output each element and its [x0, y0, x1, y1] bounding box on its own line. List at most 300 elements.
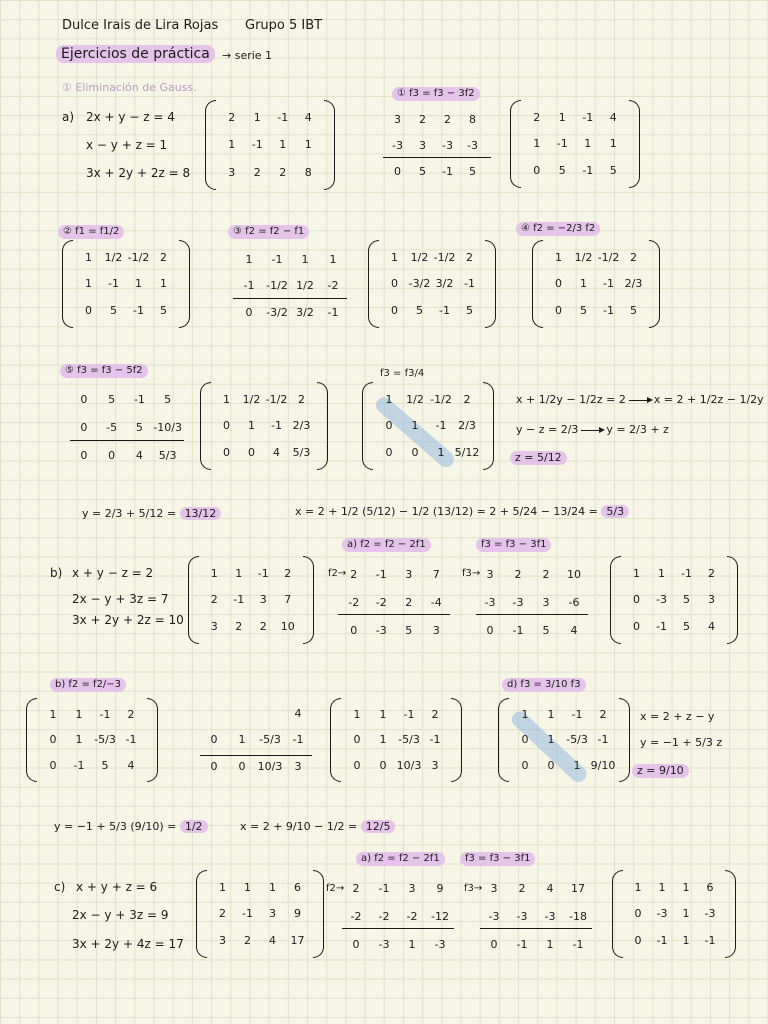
- matrix-cell: 2: [244, 934, 251, 948]
- matrix-cell: -1: [429, 733, 441, 747]
- matrix-cell: -3: [392, 138, 403, 152]
- bracket-right: [727, 556, 738, 644]
- matrix-cell: 0: [210, 760, 218, 774]
- matrix-cell: 0: [547, 758, 555, 772]
- matrix-cell: 10: [280, 620, 295, 634]
- matrix-cell: -5: [106, 420, 118, 434]
- matrix-cell: 1: [135, 277, 142, 291]
- matrix-cell: -1: [597, 733, 609, 747]
- part-a-label: a): [62, 110, 75, 124]
- matrix-cell: 1: [682, 934, 690, 948]
- matrix-cell: -3: [484, 595, 496, 609]
- matrix-cell: 6: [706, 880, 714, 894]
- matrix-b-initial: [188, 556, 314, 644]
- matrix-cell: -1: [603, 277, 614, 291]
- matrix-cell: 1: [584, 137, 592, 151]
- matrix-cell: -3: [544, 909, 556, 923]
- bracket-right: [483, 382, 494, 470]
- matrix-cell: -1/2: [127, 250, 150, 264]
- matrix-cell: -1: [571, 708, 583, 722]
- matrix-cell: 0: [555, 304, 562, 318]
- operation-label: b) f2 = f2/−3: [50, 678, 126, 692]
- matrix-a-step6: [362, 382, 494, 470]
- matrix-cell: -1: [464, 277, 475, 291]
- back-substitution: [516, 423, 669, 437]
- matrix-cell: 1/2: [242, 392, 261, 406]
- matrix-cell: 1: [437, 446, 445, 460]
- matrix-cell: 5: [110, 304, 117, 318]
- part-c-label: c): [54, 880, 66, 894]
- bracket-right: [649, 240, 660, 328]
- matrix-cell: -1/2: [597, 250, 620, 264]
- row-calculation: [70, 385, 182, 469]
- matrix-cell: -1: [242, 907, 253, 921]
- matrix-cell: -1: [233, 593, 245, 607]
- matrix-cell: 0: [80, 448, 88, 462]
- page-title: Ejercicios de práctica: [56, 45, 215, 63]
- matrix-cell: -12: [431, 909, 449, 923]
- matrix-cell: 1/2: [574, 250, 593, 264]
- matrix-cell: -2: [406, 909, 418, 923]
- matrix-cell: 1: [353, 708, 361, 722]
- bracket-left: [26, 698, 37, 782]
- matrix-cell: 0: [533, 164, 541, 178]
- matrix-cell: -1: [108, 277, 119, 291]
- bracket-left: [205, 100, 216, 190]
- matrix-cell: -3: [442, 138, 453, 152]
- calc-rule: [342, 928, 454, 929]
- matrix-cell: 3: [219, 934, 226, 948]
- matrix-cell: 10/3: [257, 760, 283, 774]
- matrix-cell: 4: [609, 110, 617, 124]
- matrix-cell: 5: [542, 623, 550, 637]
- calc-rule: [233, 298, 347, 299]
- matrix-cell: -1: [99, 708, 111, 722]
- equation: 2x − y + 3z = 9: [72, 908, 169, 922]
- equation: 2x − y + 3z = 7: [72, 592, 169, 606]
- matrix-cell: 10/3: [396, 758, 422, 772]
- row-calc-label: f3→: [462, 568, 481, 579]
- z-result: z = 9/10: [632, 764, 689, 778]
- matrix-cell: 1: [547, 733, 555, 747]
- matrix-cell: 5: [135, 420, 143, 434]
- equation: 3x + 2y + 4z = 17: [72, 937, 184, 951]
- row-calculation: [235, 246, 347, 326]
- matrix-cell: 2: [533, 110, 541, 124]
- student-name: Dulce Irais de Lira Rojas: [62, 18, 219, 33]
- matrix-cell: -3: [467, 138, 478, 152]
- matrix-cell: -3: [378, 937, 390, 951]
- matrix-cell: -1: [435, 419, 447, 433]
- matrix-cell: 0: [352, 937, 360, 951]
- matrix-a-step4: [532, 240, 660, 328]
- matrix-cell: 1: [219, 880, 226, 894]
- matrix-cell: 1: [573, 758, 581, 772]
- matrix-cell: -1: [125, 733, 137, 747]
- bracket-right: [317, 382, 328, 470]
- y-expression: y = −1 + 5/3 (9/10) =: [54, 820, 177, 833]
- matrix-cell: 3: [431, 758, 439, 772]
- x-expression: x = 2 + 1/2 (5/12) − 1/2 (13/12) = 2 + 5/24 − 13/24 =: [295, 505, 598, 518]
- calc-rule: [480, 928, 592, 929]
- matrix-cell: 1: [248, 419, 255, 433]
- matrix-cell: 7: [432, 567, 440, 581]
- matrix-cell: -3: [375, 623, 387, 637]
- matrix-cell: -2: [350, 909, 362, 923]
- matrix-cell: 1: [75, 733, 83, 747]
- operation-label: f3 = f3 − 3f1: [476, 538, 551, 552]
- bracket-left: [532, 240, 543, 328]
- matrix-cell: 3: [228, 165, 236, 179]
- y-result: [54, 820, 208, 834]
- calc-rule: [200, 755, 312, 756]
- matrix-cell: 0: [555, 277, 562, 291]
- matrix-cell: 2: [419, 112, 426, 126]
- bracket-left: [200, 382, 211, 470]
- matrix-cell: 1: [411, 419, 419, 433]
- matrix-cell: 17: [290, 934, 305, 948]
- matrix-cell: 0: [85, 304, 92, 318]
- matrix-cell: -1: [704, 934, 716, 948]
- x-expression: x = 2 + 9/10 − 1/2 =: [240, 820, 358, 833]
- matrix-cell: 5: [405, 623, 413, 637]
- row-calc-label: f2→: [326, 883, 345, 894]
- matrix-cell: -1: [572, 937, 584, 951]
- matrix-cell: -3: [704, 907, 716, 921]
- y-value: 13/12: [180, 507, 222, 520]
- bracket-left: [62, 240, 73, 328]
- bracket-left: [610, 556, 621, 644]
- matrix-cell: 2: [630, 250, 637, 264]
- matrix-cell: 9: [294, 907, 301, 921]
- equation: 3x + 2y + 2z = 10: [72, 613, 184, 627]
- matrix-cell: 9/10: [590, 758, 616, 772]
- matrix-cell: 1: [379, 708, 387, 722]
- matrix-cell: -1: [257, 566, 269, 580]
- matrix-cell: 2: [463, 392, 471, 406]
- matrix-cell: -1: [681, 566, 692, 580]
- matrix-cell: -1: [582, 110, 594, 124]
- matrix-cell: 5: [469, 164, 476, 178]
- matrix-cell: 3: [408, 881, 416, 895]
- matrix-cell: 0: [633, 620, 640, 634]
- matrix-cell: 1: [682, 880, 690, 894]
- matrix-cell: -1/2: [430, 392, 452, 406]
- matrix-cell: 1: [391, 250, 398, 264]
- x-value: 12/5: [361, 820, 396, 833]
- operation-label: ⑤ f3 = f3 − 5f2: [60, 364, 148, 378]
- matrix-cell: 3: [490, 881, 498, 895]
- matrix-cell: 2: [279, 165, 287, 179]
- matrix-cell: 1: [238, 733, 246, 747]
- matrix-cell: -1/2: [266, 279, 288, 293]
- matrix-a-step2: [62, 240, 190, 328]
- matrix-cell: 1/2: [296, 279, 314, 293]
- matrix-cell: 1: [210, 566, 218, 580]
- row-calculation: [476, 560, 588, 644]
- matrix-cell: -1: [439, 304, 450, 318]
- x-result: [295, 505, 629, 519]
- matrix-cell: 0: [391, 304, 398, 318]
- matrix-cell: 1: [269, 880, 276, 894]
- row-calculation: [385, 106, 485, 184]
- matrix-cell: 5: [580, 304, 587, 318]
- matrix-cell: 5: [466, 304, 473, 318]
- matrix-cell: 5: [160, 304, 167, 318]
- matrix-cell: 1: [682, 907, 690, 921]
- row-calc-label: f2→: [328, 568, 347, 579]
- matrix-cell: 0: [490, 937, 498, 951]
- matrix-cell: 0: [353, 733, 361, 747]
- matrix-cell: -1: [327, 306, 339, 320]
- matrix-cell: -3: [488, 909, 500, 923]
- matrix-cell: 3: [405, 567, 413, 581]
- matrix-cell: 1: [385, 392, 393, 406]
- operation-label: d) f3 = 3/10 f3: [502, 678, 586, 692]
- matrix-cell: 1: [279, 138, 287, 152]
- matrix-cell: 1: [408, 937, 416, 951]
- matrix-cell: -1: [375, 567, 387, 581]
- matrix-cell: 3/2: [435, 277, 454, 291]
- matrix-cell: 5: [609, 164, 617, 178]
- matrix-a-step3: [368, 240, 496, 328]
- part-b-label: b): [50, 566, 63, 580]
- matrix-cell: 2: [228, 111, 236, 125]
- matrix-cell: 3: [294, 760, 302, 774]
- matrix-cell: -1: [442, 164, 453, 178]
- matrix-cell: 1: [228, 138, 236, 152]
- bracket-right: [324, 100, 335, 190]
- matrix-cell: 1: [329, 252, 337, 266]
- bracket-left: [498, 698, 509, 782]
- matrix-cell: 1: [245, 252, 253, 266]
- matrix-c-initial: [196, 870, 324, 958]
- solution-eq: y = −1 + 5/3 z: [640, 736, 723, 749]
- matrix-cell: 0: [49, 733, 57, 747]
- matrix-cell: -3: [516, 909, 528, 923]
- matrix-cell: 5: [683, 620, 690, 634]
- equation: x + y − z = 2: [72, 566, 154, 580]
- matrix-cell: 2: [253, 165, 261, 179]
- matrix-cell: 5/12: [454, 446, 480, 460]
- y-value: 1/2: [180, 820, 208, 833]
- matrix-cell: -1: [277, 111, 289, 125]
- matrix-cell: -1: [556, 137, 568, 151]
- equation: 2x + y − z = 4: [86, 110, 175, 124]
- matrix-cell: -1: [133, 392, 145, 406]
- matrix-cell: 5: [108, 392, 116, 406]
- matrix-cell: 2: [708, 566, 715, 580]
- y-expression: y = 2/3 + 5/12 =: [82, 507, 177, 520]
- matrix-cell: 2: [127, 708, 135, 722]
- bracket-right: [485, 240, 496, 328]
- operation-label: ② f1 = f1/2: [58, 225, 124, 239]
- matrix-cell: 1: [75, 708, 83, 722]
- matrix-cell: -2: [348, 595, 360, 609]
- equation: x + y + z = 6: [76, 880, 158, 894]
- matrix-cell: -18: [569, 909, 587, 923]
- matrix-cell: 3: [269, 907, 276, 921]
- matrix-cell: 3: [210, 620, 218, 634]
- solution-eq: x = 2 + z − y: [640, 710, 715, 723]
- matrix-cell: 0: [521, 758, 529, 772]
- matrix-cell: 2: [599, 708, 607, 722]
- matrix-cell: 1: [634, 880, 642, 894]
- matrix-cell: 3: [432, 623, 440, 637]
- matrix-cell: 4: [304, 111, 312, 125]
- operation-label: ④ f2 = −2/3 f2: [516, 222, 600, 236]
- bracket-left: [330, 698, 341, 782]
- matrix-cell: -3: [434, 937, 446, 951]
- matrix-cell: -1: [271, 252, 283, 266]
- matrix-cell: 2/3: [458, 419, 476, 433]
- matrix-cell: 0: [391, 277, 398, 291]
- matrix-cell: -1: [251, 138, 263, 152]
- matrix-cell: -1: [292, 733, 304, 747]
- solution-eq: x + 1/2y − 1/2z = 2: [516, 393, 626, 406]
- matrix-cell: 1: [49, 708, 57, 722]
- matrix-cell: -1: [133, 304, 144, 318]
- matrix-cell: -1: [516, 937, 528, 951]
- matrix-cell: -1: [243, 279, 255, 293]
- matrix-cell: 2: [350, 567, 358, 581]
- matrix-cell: -3: [656, 593, 667, 607]
- matrix-a-initial: [205, 100, 335, 190]
- matrix-cell: 3/2: [296, 306, 314, 320]
- matrix-cell: -6: [568, 595, 580, 609]
- matrix-cell: 5: [416, 304, 423, 318]
- matrix-cell: -1: [582, 164, 594, 178]
- matrix-cell: 0: [411, 446, 419, 460]
- bracket-left: [188, 556, 199, 644]
- matrix-cell: -1: [271, 419, 282, 433]
- matrix-cell: 1: [244, 880, 251, 894]
- matrix-b-step2: [26, 698, 158, 782]
- matrix-cell: 2: [514, 567, 522, 581]
- matrix-cell: 3: [394, 112, 401, 126]
- matrix-cell: -1: [73, 758, 85, 772]
- matrix-cell: 2: [444, 112, 451, 126]
- matrix-cell: 2: [219, 907, 226, 921]
- matrix-cell: -2: [327, 279, 339, 293]
- matrix-cell: 0: [385, 419, 393, 433]
- solution-eq: x = 2 + 1/2z − 1/2y: [653, 393, 764, 406]
- matrix-cell: 0: [634, 934, 642, 948]
- matrix-cell: -5/3: [94, 733, 116, 747]
- bracket-right: [725, 870, 736, 958]
- operation-label: ③ f2 = f2 − f1: [228, 225, 309, 239]
- matrix-cell: 3: [486, 567, 494, 581]
- matrix-cell: 2: [259, 620, 267, 634]
- matrix-b-step4: [498, 698, 630, 782]
- matrix-cell: -1: [378, 881, 390, 895]
- matrix-cell: 4: [570, 623, 578, 637]
- matrix-cell: 2: [542, 567, 550, 581]
- solution-eq: y = 2/3 + z: [606, 423, 669, 436]
- matrix-cell: 3: [419, 138, 426, 152]
- matrix-cell: 1/2: [104, 250, 123, 264]
- matrix-cell: 0: [238, 760, 246, 774]
- row-calc-label: f3→: [464, 883, 483, 894]
- bracket-left: [368, 240, 379, 328]
- matrix-cell: -1/2: [265, 392, 288, 406]
- matrix-cell: 8: [304, 165, 312, 179]
- matrix-cell: 1: [304, 138, 312, 152]
- matrix-cell: 0: [350, 623, 358, 637]
- matrix-cell: 3: [542, 595, 550, 609]
- matrix-cell: 4: [546, 881, 554, 895]
- matrix-cell: 4: [269, 934, 276, 948]
- matrix-a-step1: [510, 100, 640, 188]
- matrix-cell: -10/3: [153, 420, 182, 434]
- matrix-cell: -2: [378, 909, 390, 923]
- bracket-right: [451, 698, 462, 782]
- matrix-cell: 0: [486, 623, 494, 637]
- matrix-cell: 1: [85, 277, 92, 291]
- matrix-cell: 2: [284, 566, 292, 580]
- matrix-c-step1: [612, 870, 736, 958]
- matrix-cell: 5/3: [158, 448, 177, 462]
- matrix-cell: 9: [436, 881, 444, 895]
- matrix-cell: 0: [633, 593, 640, 607]
- matrix-cell: 1: [547, 708, 555, 722]
- matrix-cell: 0: [245, 306, 253, 320]
- method-title: ① Eliminación de Gauss.: [62, 81, 197, 94]
- matrix-cell: -1: [656, 620, 667, 634]
- matrix-cell: 0: [49, 758, 57, 772]
- matrix-cell: 5: [419, 164, 426, 178]
- operation-label: a) f2 = f2 − 2f1: [342, 538, 431, 552]
- matrix-cell: 5: [101, 758, 109, 772]
- matrix-cell: 2: [352, 881, 360, 895]
- matrix-cell: 8: [469, 112, 476, 126]
- matrix-cell: 3: [708, 593, 715, 607]
- matrix-cell: 1: [301, 252, 309, 266]
- calc-rule: [476, 614, 588, 615]
- matrix-cell: 2: [210, 593, 218, 607]
- back-substitution: [516, 393, 764, 407]
- bracket-right: [303, 556, 314, 644]
- group-label: Grupo 5 IBT: [245, 18, 323, 33]
- matrix-cell: 1: [580, 277, 587, 291]
- equation: 3x + 2y + 2z = 8: [86, 166, 191, 180]
- matrix-cell: 1: [379, 733, 387, 747]
- x-value: 5/3: [601, 505, 629, 518]
- matrix-cell: 2: [160, 250, 167, 264]
- matrix-cell: 0: [80, 420, 88, 434]
- bracket-right: [147, 698, 158, 782]
- matrix-cell: 0: [634, 907, 642, 921]
- row-calculation: [342, 874, 454, 958]
- matrix-cell: -4: [430, 595, 442, 609]
- bracket-right: [619, 698, 630, 782]
- z-result: z = 5/12: [510, 451, 567, 465]
- row-calculation: [480, 874, 592, 958]
- matrix-cell: 1: [555, 250, 562, 264]
- matrix-cell: 7: [284, 593, 292, 607]
- matrix-cell: -2: [375, 595, 387, 609]
- matrix-cell: 2: [431, 708, 439, 722]
- matrix-cell: 2/3: [624, 277, 643, 291]
- matrix-cell: 1/2: [406, 392, 424, 406]
- calc-rule: [70, 440, 184, 441]
- matrix-cell: 5: [630, 304, 637, 318]
- matrix-cell: 0: [80, 392, 88, 406]
- equation: x − y + z = 1: [86, 138, 168, 152]
- bracket-left: [612, 870, 623, 958]
- bracket-right: [179, 240, 190, 328]
- matrix-cell: -1/2: [433, 250, 456, 264]
